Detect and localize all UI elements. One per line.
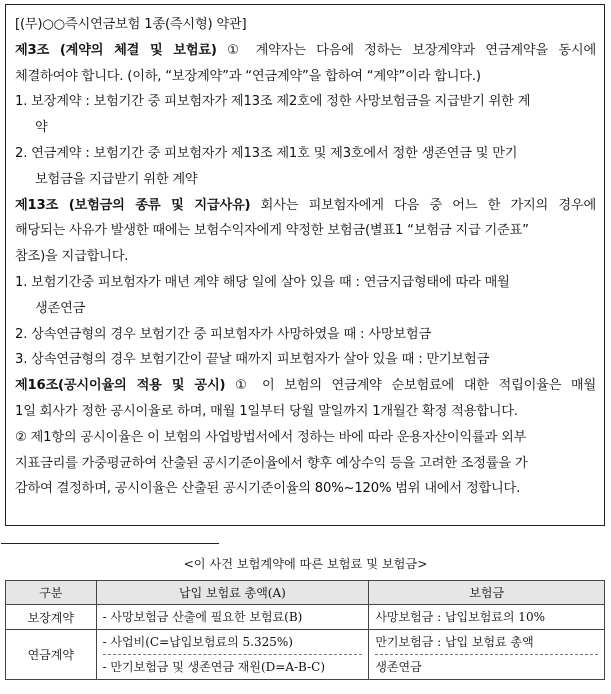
benefit-line: 사망보험금 : 납입보험료의 10% [375,610,545,624]
divider-rule [1,543,219,544]
article3-line1 [15,38,596,64]
table-header-row [6,581,605,605]
header-category: 구분 [6,581,97,605]
row-benefit [369,630,605,680]
article16-line5: 감하여 결정하며, 공시이율은 산출된 공시기준이율의 80%~120% 범위 내에서 정합니다. [15,481,521,497]
row-premium [96,605,369,630]
terms-excerpt-box [5,4,605,526]
header-benefit: 보험금 [369,581,605,605]
row-benefit [369,605,605,630]
article16-text: ① 이 보험의 연금계약 순보험료에 대한 적립이율은 매월 [225,378,597,394]
article3-text: ① 계약자는 다음에 정하는 보장계약과 연금계약을 동시에 [216,42,597,58]
article3-item1-cont: 약 [35,120,48,136]
article16-line3: ② 제1항의 공시이율은 이 보험의 사업방법서에서 정하는 바에 따라 운용자산이익률과 외부 [15,429,527,445]
article3-item2-cont: 보험금을 지급받기 위한 계약 [35,171,198,187]
article13-item2: 2. 상속연금형의 경우 보험기간 중 피보험자가 사망하였을 때 : 사망보험금 [15,326,431,342]
article13-heading: 제13조 (보험금의 종류 및 지급사유) [15,197,251,213]
premium-benefit-table [5,580,605,680]
article16-heading: 제16조(공시이율의 적용 및 공시) [15,378,226,394]
row-category: 연금계약 [6,630,97,680]
article13-line1 [15,193,596,219]
article13-item1-cont: 생존연금 [35,300,86,316]
benefit-line: 만기보험금 : 납입 보험료 총액 [375,630,598,655]
table-row [6,630,605,680]
article3-item1: 1. 보장계약 : 보험기간 중 피보험자가 제13조 제2호에 정한 사망보험금을 지급받기 위한 계 [15,94,531,110]
article16-line2: 1일 회사가 정한 공시이율로 하며, 매월 1일부터 당월 말일까지 1개월간 확정 적용합니다. [15,403,518,419]
row-premium [96,630,369,680]
row-category: 보장계약 [6,605,97,630]
article13-item1: 1. 보험기간중 피보험자가 매년 계약 해당 일에 살아 있을 때 : 연금지급형태에 따라 매월 [15,274,510,290]
header-premium: 납입 보험료 총액(A) [96,581,369,605]
premium-line: - 만기보험금 및 생존연금 재원(D=A-B-C) [102,660,326,674]
article16-line4: 지표금리를 가중평균하여 산출된 공시기준이율에서 향후 예상수익 등을 고려한 조정률을 가 [15,455,528,471]
article3-line2: 체결하여야 합니다. (이하, “보장계약”과 “연금계약”을 합하여 “계약”이라 합니다.) [15,68,481,84]
article13-item3: 3. 상속연금형의 경우 보험기간이 끝날 때까지 피보험자가 살아 있을 때 : 만기보험금 [15,352,490,368]
article3-heading: 제3조 (계약의 체결 및 보험료) [15,42,217,58]
table-row [6,605,605,630]
article13-line2: 해당되는 사유가 발생한 때에는 보험수익자에게 약정한 보험금(별표1 “보험금 지급 기준표” [15,223,529,239]
article16-line1 [15,373,596,399]
table-caption: <이 사건 보험계약에 따른 보험료 및 보험금> [183,557,428,571]
premium-line: - 사업비(C=납입보험료의 5.325%) [103,630,363,655]
premium-line: - 사망보험금 산출에 필요한 보험료(B) [102,610,303,624]
terms-title: [(무)○○즉시연금보험 1종(즉시형) 약관] [15,17,247,32]
article13-text: 회사는 피보험자에게 다음 중 어느 한 가지의 경우에 [250,197,596,213]
article3-item2: 2. 연금계약 : 보험기간 중 피보험자가 제13조 제1호 및 제3호에서 정한 생존연금 및 만기 [15,145,518,161]
article13-line3: 참조)을 지급합니다. [15,249,129,265]
benefit-line: 생존연금 [375,660,422,674]
